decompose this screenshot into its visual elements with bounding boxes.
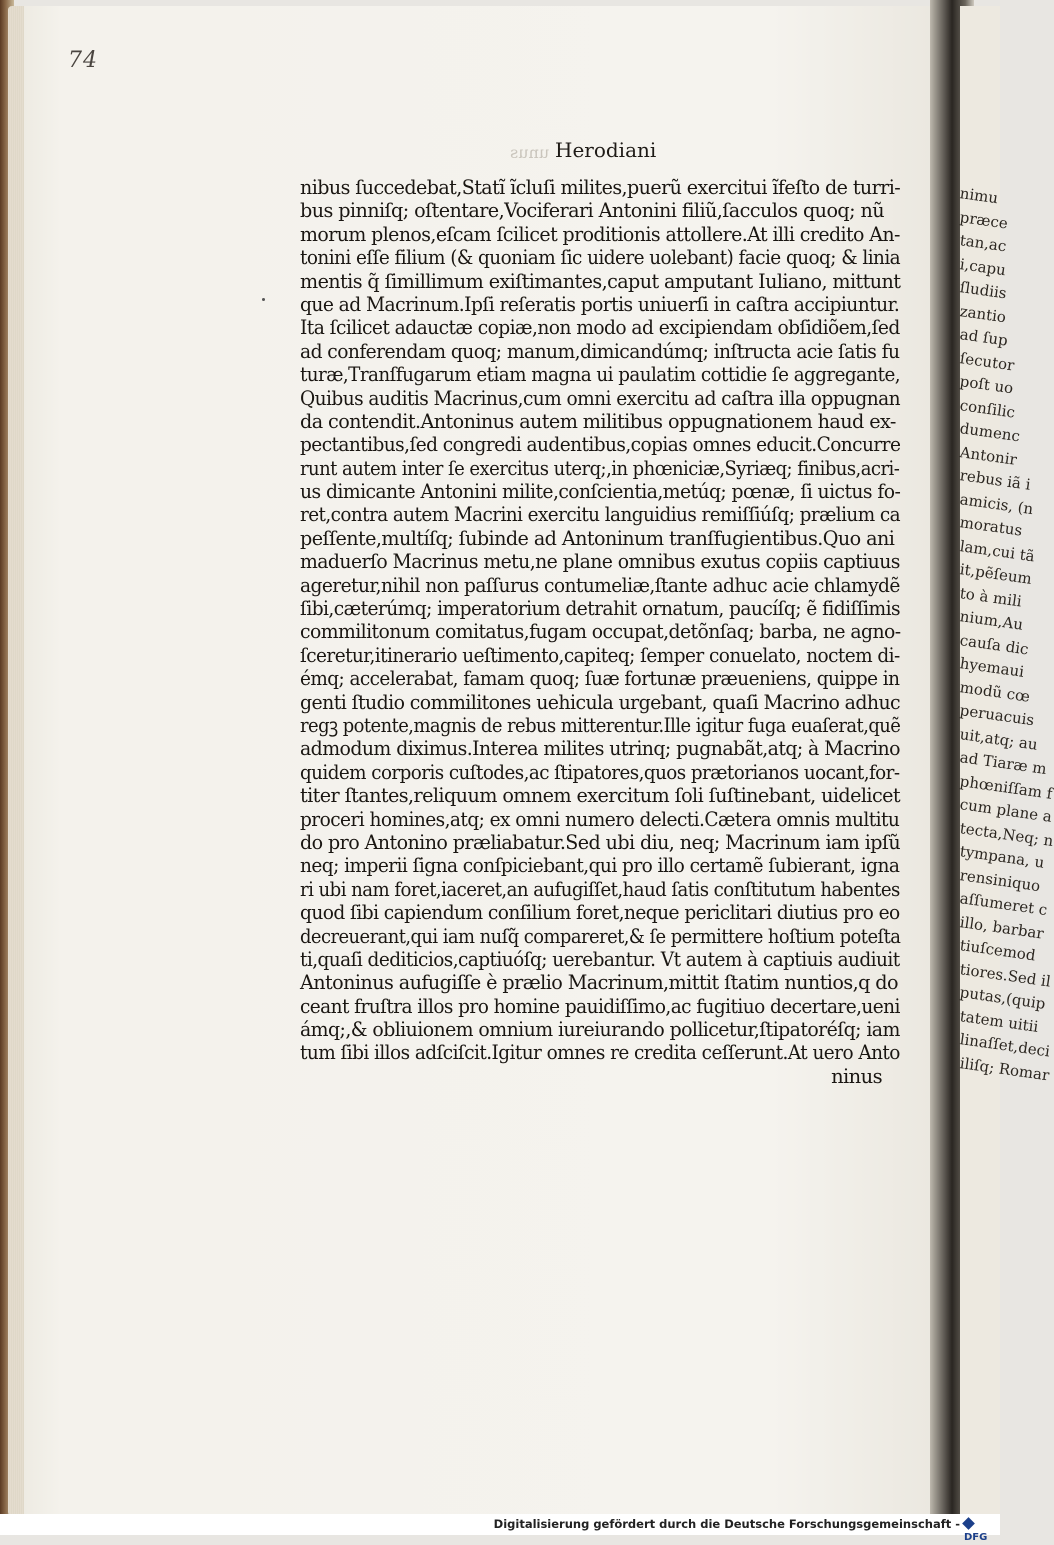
text-line: us dimicante Antonini milite,conſcientia,metúq; pœnæ, ſi uictus fo-: [300, 480, 901, 504]
text-line: ri ubi nam foret,iaceret,an aufugiſſet,haud ſatis conſtitutum habentes: [300, 877, 900, 901]
body-text: [300, 176, 910, 1088]
facing-page-line: iliſq; Romar: [958, 1053, 1051, 1084]
text-line: do pro Antonino præliabatur.Sed ubi diu, neq; Macrinum iam ipſũ: [300, 830, 901, 854]
text-line: tum ſibi illos adſciſcit.Igitur omnes re credita ceſſerunt.At uero Anto: [300, 1041, 900, 1065]
facing-page-line: ad Tiaræ m: [958, 748, 1048, 779]
facing-page-line: lam,cui tã: [958, 536, 1036, 565]
facing-page-line: poſt uo: [958, 372, 1015, 398]
text-line: morum plenos,eſcam ſcilicet proditionis attollere.At illi credito An-: [300, 222, 900, 246]
facing-page-line: ad ſup: [958, 325, 1009, 350]
text-line: que ad Macrinum.Ipſi reſeratis portis uniuerſi in caſtra accipiuntur.: [300, 292, 900, 316]
text-line: regꝫ potente,magnis de rebus mitterentur.Ille igitur fuga euaſerat,quẽ: [300, 713, 901, 737]
text-line: peſſente,multíſq; ſubinde ad Antoninum tranſfugientibus.Quo ani: [300, 526, 895, 550]
dfg-logo-label: DFG: [964, 1532, 988, 1543]
text-line: Ita ſcilicet adauctæ copiæ,non modo ad excipiendam obſidiõem,ſed: [300, 316, 900, 340]
folio-number: 74: [68, 48, 98, 73]
facing-page-line: cauſa dic: [958, 630, 1030, 659]
text-line: ceant fruſtra illos pro homine pauidiſſimo,ac fugitiuo decertare,ueni: [300, 994, 900, 1018]
facing-page-line: ſludiis: [958, 278, 1008, 303]
text-line: commilitonum comitatus,fugam occupat,detõnſaq; barba, ne agno-: [300, 620, 901, 644]
facing-page-line: linaſſet,deci: [958, 1030, 1052, 1061]
text-line: titer ſtantes,reliquum omnem exercitum ſoli ſuſtinebant, uidelicet: [300, 784, 901, 808]
text-line: maduerſo Macrinus metu,ne plane omnibus exutus copiis captiuus: [300, 550, 900, 574]
facing-page-line: amicis, (n: [958, 489, 1035, 518]
text-line: quidem corporis cuſtodes,ac ſtipatores,quos prætorianos uocant,for-: [300, 760, 900, 784]
facing-page-line: aſſumeret c: [958, 889, 1049, 920]
text-line: proceri homines,atq; ex omni numero delecti.Cætera omnis multitu: [300, 807, 900, 831]
facing-page-line: uit,atq; au: [958, 724, 1039, 754]
facing-page-line: conſilic: [958, 395, 1017, 422]
footer-bar: [0, 1514, 1000, 1543]
text-line: ſceretur,itinerario ueſtimento,capiteq; ſemper conuelato, noctem di-: [300, 643, 900, 667]
text-line: ageretur,nihil non paſſurus contumeliæ,ſtante adhuc acie chlamydẽ: [300, 573, 900, 597]
text-line: genti ſtudio commilitones uehicula urgebant, quaſi Macrino adhuc: [300, 690, 901, 714]
facing-page-line: tiores.Sed il: [958, 959, 1052, 991]
facing-page: [958, 6, 1054, 1514]
text-line: runt autem inter ſe exercitus uterq;,in phœniciæ,Syriæq; finibus,acri-: [300, 456, 900, 480]
text-line: da contendit.Antoninus autem militibus oppugnationem haud ex-: [300, 409, 896, 433]
facing-page-line: peruacuis: [958, 701, 1036, 730]
facing-page-line: tecta,Neq; n: [958, 818, 1054, 850]
facing-page-line: it,pẽſeum: [958, 560, 1033, 588]
facing-page-line: cum plane a: [958, 795, 1054, 826]
facing-page-line: rensiniquo: [958, 865, 1042, 895]
facing-page-line: ſecutor: [958, 348, 1016, 375]
facing-page-line: modũ cœ: [958, 677, 1032, 706]
facing-page-line: illo, barbar: [958, 912, 1045, 943]
funding-credit: Digitalisierung gefördert durch die Deutsche Forschungsgemeinschaft -: [493, 1517, 960, 1531]
facing-page-line: phœniſſam f: [958, 771, 1054, 803]
text-line: admodum diximus.Interea milites utrinq; pugnabãt,atq; à Macrino: [300, 737, 900, 761]
facing-page-line: moratus: [958, 513, 1024, 540]
running-head: Herodiani: [555, 138, 657, 162]
facing-page-line: dumenc: [958, 419, 1022, 446]
facing-page-line: nimu: [958, 184, 1000, 208]
text-line: ſibi,cæterúmq; imperatorium detrahit ornatum, paucíſq; ẽ fidiſſimis: [300, 597, 901, 621]
facing-page-line: tiuſcemod: [958, 936, 1037, 965]
facing-page-line: zantio: [958, 301, 1008, 326]
dfg-logo: [964, 1517, 994, 1543]
text-line: ad conferendam quoq; manum,dimicandúmq; inſtructa acie ſatis fu: [300, 339, 900, 363]
text-line: ámq;,& obliuionem omnium iureiurando pollicetur,ſtipatoréſq; iam: [300, 1018, 900, 1042]
facing-page-line: hyemaui: [958, 654, 1026, 681]
text-line: mentis q̃ ſimillimum exiſtimantes,caput amputant Iuliano, mittunt: [300, 269, 901, 293]
text-line: quod ſibi capiendum conſilium foret,neque periclitari diutius pro eo: [300, 901, 900, 925]
text-line: Antoninus aufugiſſe è prælio Macrinum,mittit ſtatim nuntios,q do: [300, 971, 898, 995]
dfg-logo-icon: [962, 1517, 975, 1530]
facing-page-line: Antonir: [958, 442, 1018, 469]
text-line: tonini eſſe filium (& quoniam ſic uidere uolebant) facie quoq; & linia: [300, 246, 901, 270]
text-line: turæ,Tranſfugarum etiam magna ui paulatim cottidie ſe aggregante,: [300, 363, 901, 387]
text-line: decreuerant,qui iam nuſq̃ compareret,& ſe permittere hoſtium poteſta: [300, 924, 901, 948]
facing-page-line: to à mili: [958, 583, 1023, 611]
facing-page-line: tympana, u: [958, 842, 1046, 872]
text-line: bus pinniſq; oſtentare,Vociferari Antonini filiũ,ſacculos quoq; nũ: [300, 199, 885, 223]
facing-page-line: præce: [958, 207, 1009, 233]
bleed-through-text: unus: [510, 143, 550, 162]
facing-page-line: putas,(quip: [958, 983, 1047, 1013]
text-line: neq; imperii ſigna conſpiciebant,qui pro illo certamẽ ſubierant, igna: [300, 854, 900, 878]
text-line: pectantibus,ſed congredi audentibus,copias omnes educit.Concurre: [300, 433, 901, 457]
facing-page-line: tan,ac: [958, 231, 1008, 256]
facing-page-line: nium,Au: [958, 607, 1025, 634]
facing-page-line: rebus iã i: [958, 466, 1032, 494]
text-line: ninus: [831, 1064, 882, 1088]
facing-page-line: i,capu: [958, 254, 1007, 279]
text-line: ret,contra autem Macrini exercitu languidius remiſſiúſq; prælium ca: [300, 503, 900, 527]
text-line: Quibus auditis Macrinus,cum omni exercitu ad caſtra illa oppugnan: [300, 386, 900, 410]
ink-spot: [262, 298, 265, 301]
facing-page-line: tatem uitii: [958, 1006, 1040, 1036]
text-line: ti,quaſi dediticios,captiuóſq; uerebantur. Vt autem à captiuis audiuit: [300, 947, 900, 971]
text-line: émq; accelerabat, famam quoq; ſuæ fortunæ præueniens, quippe in: [300, 667, 900, 691]
text-line: nibus ſuccedebat,Statĩ ĩcluſi milites,puerũ exercitui ĩfeſto de turri-: [300, 176, 901, 199]
